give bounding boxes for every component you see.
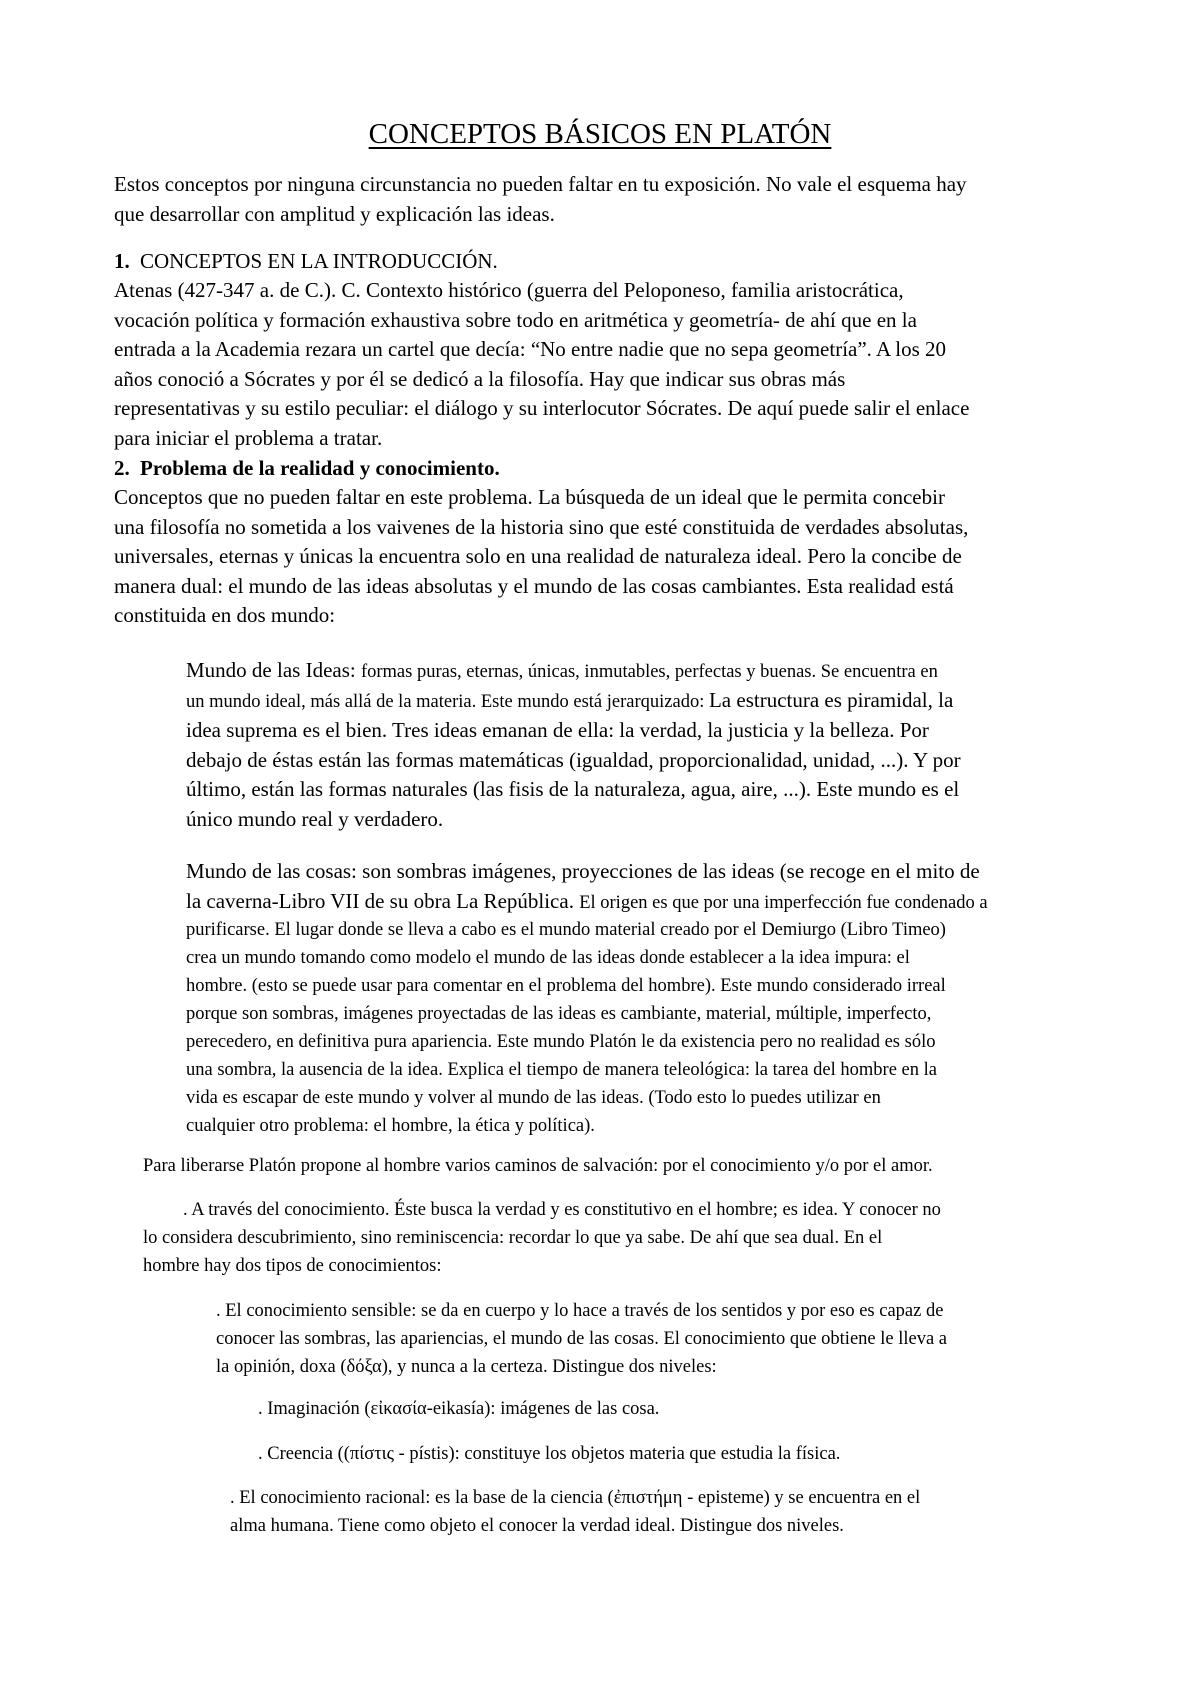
salvation-paragraph (143, 1152, 933, 1180)
text-line: constituida en dos mundo: (114, 603, 336, 627)
intro-paragraph (114, 170, 967, 229)
text-line: crea un mundo tomando como modelo el mundo de las ideas donde establecer a la idea impura: el (186, 948, 910, 968)
text-line: hombre hay dos tipos de conocimientos: (143, 1256, 442, 1276)
text-line: representativas y su estilo peculiar: el diálogo y su interlocutor Sócrates. De aquí puede salir el enlace (114, 396, 970, 420)
text-line: perecedero, en definitiva pura apariencia. Este mundo Platón le da existencia pero no realidad es sólo (186, 1032, 936, 1052)
knowledge-paragraph (143, 1196, 941, 1280)
text-line: vida es escapar de este mundo y volver al mundo de las ideas. (Todo esto lo puedes utilizar en (186, 1088, 881, 1108)
ideas-world-lead: Mundo de las Ideas: (186, 658, 361, 682)
text-line: . Creencia ((πίστις - pístis): constituye los objetos materia que estudia la física. (258, 1444, 841, 1464)
text-line: conocer las sombras, las apariencias, el mundo de las cosas. El conocimiento que obtiene le lleva a (216, 1329, 948, 1349)
section-number: 2. (114, 456, 130, 480)
imaginacion-item (258, 1395, 659, 1423)
section-2-paragraph (114, 483, 968, 631)
text-line: cualquier otro problema: el hombre, la ética y política). (186, 1116, 595, 1136)
page-title: CONCEPTOS BÁSICOS EN PLATÓN (368, 118, 832, 150)
section-1-paragraph (114, 276, 969, 453)
text-line: hombre. (esto se puede usar para comentar en el problema del hombre). Este mundo considerado irreal (186, 976, 946, 996)
text-line (143, 1196, 941, 1224)
text-line: lo considera descubrimiento, sino reminiscencia: recordar lo que ya sabe. De ahí que sea dual. En el (143, 1228, 883, 1248)
text-line: una sombra, la ausencia de la idea. Explica el tiempo de manera teleológica: la tarea del hombre en la (186, 1060, 937, 1080)
text-line: Conceptos que no pueden faltar en este problema. La búsqueda de un ideal que le permita concebir (114, 485, 945, 509)
text-line: . El conocimiento racional: es la base de la ciencia (ἐπιστήμη - episteme) y se encuentra en el (230, 1488, 921, 1508)
text-line: una filosofía no sometida a los vaivenes de la historia sino que esté constituida de verdades absolutas, (114, 514, 969, 539)
rational-knowledge-paragraph (230, 1484, 920, 1540)
text-line: último, están las formas naturales (las fisis de la naturaleza, agua, aire, ...). Este mundo es el (186, 777, 960, 801)
things-world-continued (186, 916, 946, 1140)
text-line: manera dual: el mundo de las ideas absolutas y el mundo de las cosas cambiantes. Esta realidad está (114, 573, 954, 598)
text-line: años conoció a Sócrates y por él se dedicó a la filosofía. Hay que indicar sus obras más (114, 366, 846, 391)
text-fragment: . A través del conocimiento. Éste busca la verdad y es constitutivo en el hombre; es idea. Y conocer no (183, 1200, 941, 1220)
section-number: 1. (114, 249, 130, 273)
text-line: único mundo real y verdadero. (186, 806, 444, 831)
section-2-heading (114, 454, 500, 484)
section-1-heading (114, 247, 498, 277)
text-line: debajo de éstas están las formas matemáticas (igualdad, proporcionalidad, unidad, ...). Y por (186, 747, 961, 772)
text-line: idea suprema es el bien. Tres ideas emanan de ella: la verdad, la justicia y la belleza. Por (186, 718, 929, 742)
creencia-item (258, 1440, 840, 1468)
text-line: Atenas (427-347 a. de C.). C. Contexto histórico (guerra del Peloponeso, familia aristocrática, (114, 278, 904, 302)
text-line: entrada a la Academia rezara un cartel que decía: “No entre nadie que no sepa geometría”. A los 20 (114, 337, 947, 361)
text-line: Estos conceptos por ninguna circunstancia no pueden faltar en tu exposición. No vale el esquema hay (114, 172, 967, 196)
text-line: Para liberarse Platón propone al hombre varios caminos de salvación: por el conocimiento y/o por el amor. (143, 1156, 933, 1176)
text-fragment: La estructura es piramidal, la (708, 688, 954, 712)
text-line: purificarse. El lugar donde se lleva a cabo es el mundo material creado por el Demiurgo (Libro Timeo) (186, 920, 946, 940)
text-line (186, 887, 988, 917)
text-line: porque son sombras, imágenes proyectadas de las ideas es cambiante, material, múltiple, imperfecto, (186, 1004, 932, 1024)
sensible-knowledge-paragraph (216, 1297, 947, 1381)
text-fragment: formas puras, eternas, únicas, inmutables, perfectas y buenas. Se encuentra en (360, 662, 938, 682)
text-fragment: El origen es que por una imperfección fue condenado a (579, 892, 988, 913)
text-line: vocación política y formación exhaustiva sobre todo en aritmética y geometría- de ahí que en la (114, 307, 917, 332)
text-line: para iniciar el problema a tratar. (114, 425, 383, 450)
text-line: universales, eternas y únicas la encuentra solo en una realidad de naturaleza ideal. Pero la concibe de (114, 544, 962, 568)
ideas-world-paragraph (186, 656, 961, 834)
text-line (186, 656, 961, 686)
text-line: . Imaginación (εἰκασία-eikasía): imágenes de las cosa. (258, 1399, 660, 1419)
section-heading-text: CONCEPTOS EN LA INTRODUCCIÓN. (140, 249, 498, 273)
text-fragment: un mundo ideal, más allá de la materia. Este mundo está jerarquizado: (186, 692, 709, 712)
text-line: alma humana. Tiene como objeto el conocer la verdad ideal. Distingue dos niveles. (230, 1516, 844, 1536)
text-line (186, 686, 961, 716)
text-fragment: la caverna-Libro VII de su obra La República. (186, 888, 580, 913)
things-world-paragraph (186, 857, 988, 917)
text-line: la opinión, doxa (δόξα), y nunca a la certeza. Distingue dos niveles: (216, 1357, 717, 1377)
text-line: . El conocimiento sensible: se da en cuerpo y lo hace a través de los sentidos y por eso es capaz de (216, 1301, 944, 1321)
text-line: Mundo de las cosas: son sombras imágenes, proyecciones de las ideas (se recoge en el mito de (186, 859, 980, 883)
section-heading-text: Problema de la realidad y conocimiento. (140, 456, 500, 480)
text-line: que desarrollar con amplitud y explicación las ideas. (114, 201, 555, 226)
